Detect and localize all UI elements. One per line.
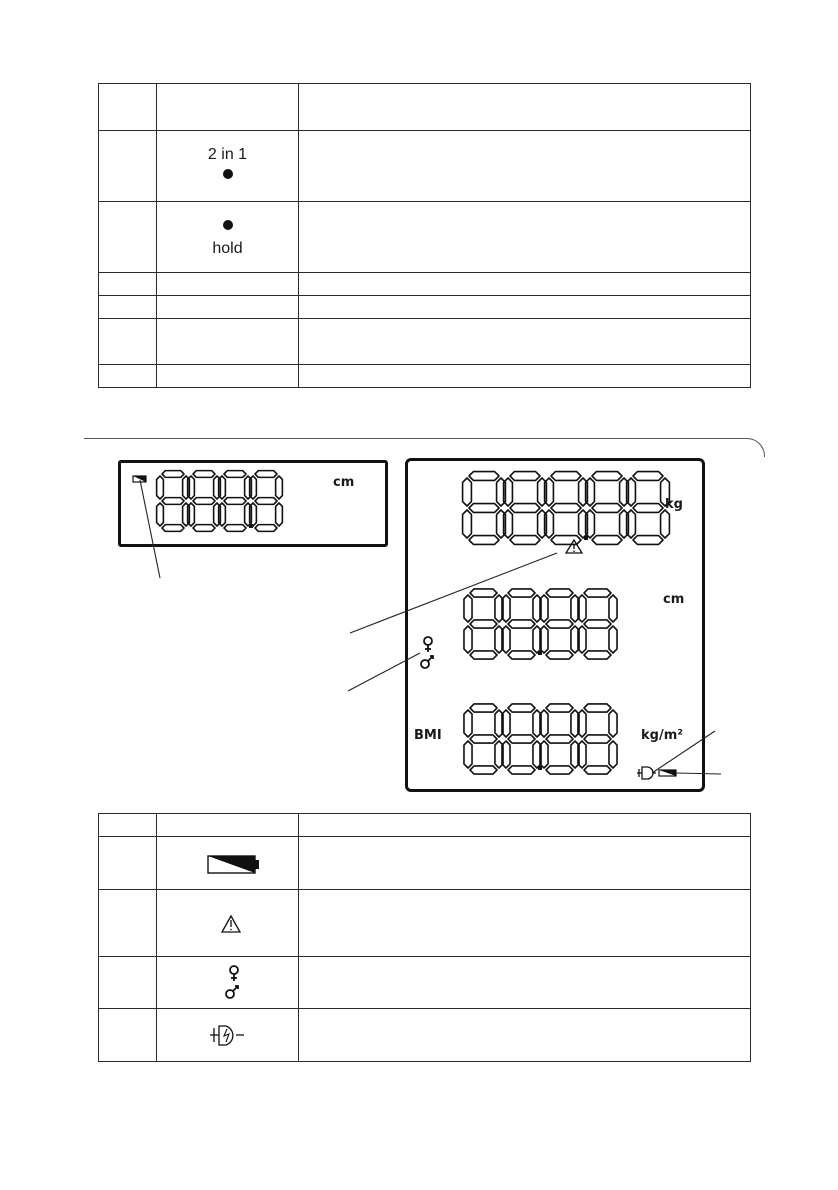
lcd-digit (464, 704, 503, 774)
table-row (99, 814, 751, 837)
lcd-decimal-point (538, 651, 542, 655)
table-cell-description (299, 1009, 751, 1062)
lcd-digit (545, 472, 588, 545)
table-cell-number (99, 957, 157, 1009)
table-cell-description (299, 814, 751, 837)
lcd-digit (578, 704, 617, 774)
table-cell-description (299, 957, 751, 1009)
lcd-digit-group (463, 472, 670, 545)
table-row (99, 957, 751, 1009)
battery-low-icon (659, 770, 676, 776)
table-cell-number (99, 1009, 157, 1062)
hold-label: hold (212, 239, 243, 257)
lcd-digit-group (464, 589, 617, 659)
lcd-digit (540, 589, 579, 659)
power-plug-icon (637, 767, 656, 779)
battery-indicator-icon (133, 476, 146, 482)
lcd-digit (504, 472, 547, 545)
table-cell-symbol (157, 1009, 299, 1062)
seven-segment-digits (157, 471, 670, 774)
lcd-digit (464, 589, 503, 659)
lcd-digit (586, 472, 629, 545)
table-row (99, 1009, 751, 1062)
table-row (99, 837, 751, 890)
lcd-digit (502, 704, 541, 774)
lcd-digit (463, 472, 506, 545)
table-cell-symbol (157, 890, 299, 957)
table-cell-description (299, 890, 751, 957)
lcd-digit (157, 471, 190, 532)
lcd-digit (578, 589, 617, 659)
gender-symbols-icon (421, 637, 433, 668)
lcd-decimal-point (584, 536, 588, 540)
small-display-unit: cm (333, 475, 355, 490)
lcd-digit (627, 472, 670, 545)
table-cell-number (99, 837, 157, 890)
table-cell-number (99, 890, 157, 957)
lcd-decimal-point (538, 766, 542, 770)
table-cell-symbol (157, 837, 299, 890)
table-row (99, 890, 751, 957)
table-cell-symbol (157, 957, 299, 1009)
bmi-unit: kg/m² (641, 728, 683, 743)
lcd-digit (250, 471, 283, 532)
table-cell-number (99, 814, 157, 837)
lcd-digit (502, 589, 541, 659)
lcd-digit-group (464, 704, 617, 774)
weight-unit: kg (665, 497, 683, 512)
lcd-digit-group (157, 471, 283, 532)
lcd-digit (188, 471, 221, 532)
table-cell-symbol (157, 814, 299, 837)
bmi-label: BMI (414, 728, 442, 743)
display-symbols-table (98, 813, 751, 1062)
lcd-digit (219, 471, 252, 532)
two-in-one-label: 2 in 1 (207, 145, 248, 163)
height-unit: cm (663, 592, 685, 607)
table-cell-description (299, 837, 751, 890)
lcd-digit (540, 704, 579, 774)
